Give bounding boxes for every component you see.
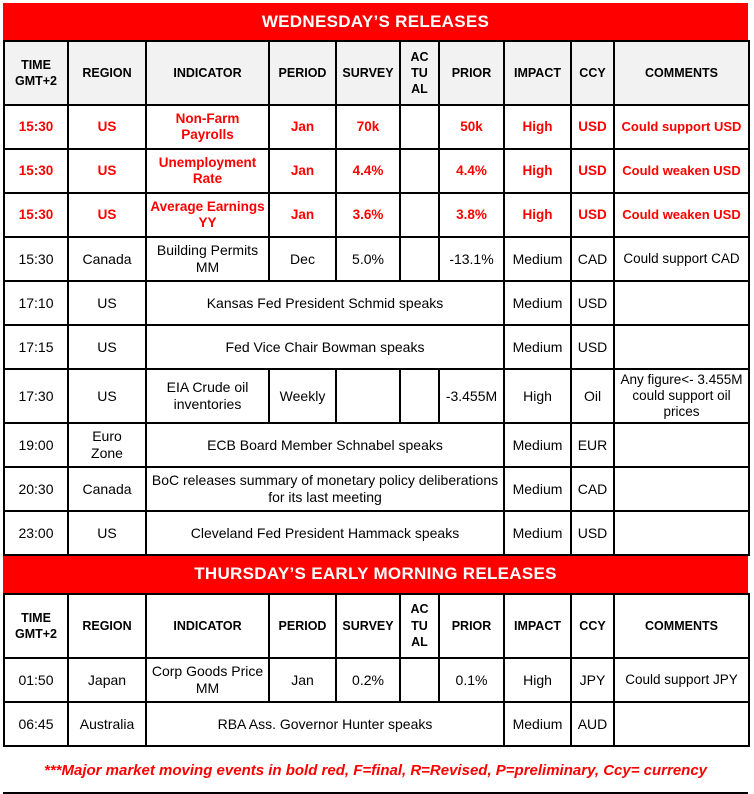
cell-ccy: USD	[571, 105, 614, 149]
cell-region: Euro Zone	[68, 423, 146, 467]
cell-event: Kansas Fed President Schmid speaks	[146, 281, 504, 325]
cell-event: BoC releases summary of monetary policy deliberations for its last meeting	[146, 467, 504, 511]
section-1	[3, 556, 748, 747]
table-row	[4, 193, 749, 237]
cell-region: Canada	[68, 467, 146, 511]
cell-survey: 3.6%	[336, 193, 400, 237]
column-header-prior: PRIOR	[439, 41, 504, 105]
cell-impact: High	[504, 369, 571, 423]
cell-time: 17:10	[4, 281, 68, 325]
cell-region: US	[68, 149, 146, 193]
cell-ccy: JPY	[571, 658, 614, 702]
cell-prior: -3.455M	[439, 369, 504, 423]
cell-region: US	[68, 325, 146, 369]
cell-time: 01:50	[4, 658, 68, 702]
table-row	[4, 105, 749, 149]
cell-prior: 3.8%	[439, 193, 504, 237]
cell-survey: 0.2%	[336, 658, 400, 702]
cell-prior: 0.1%	[439, 658, 504, 702]
table-row	[4, 467, 749, 511]
column-header-time: TIME GMT+2	[4, 594, 68, 658]
column-header-impact: IMPACT	[504, 594, 571, 658]
cell-indicator: Building Permits MM	[146, 237, 269, 281]
header-row	[4, 594, 749, 658]
cell-actual	[400, 149, 439, 193]
cell-region: US	[68, 369, 146, 423]
cell-period: Jan	[269, 658, 336, 702]
cell-impact: Medium	[504, 325, 571, 369]
cell-ccy: Oil	[571, 369, 614, 423]
cell-actual	[400, 105, 439, 149]
cell-survey: 4.4%	[336, 149, 400, 193]
cell-time: 15:30	[4, 193, 68, 237]
cell-comments	[614, 511, 749, 555]
column-header-period: PERIOD	[269, 41, 336, 105]
cell-event: Cleveland Fed President Hammack speaks	[146, 511, 504, 555]
cell-actual	[400, 237, 439, 281]
cell-time: 06:45	[4, 702, 68, 746]
cell-comments: Could weaken USD	[614, 149, 749, 193]
cell-prior: 50k	[439, 105, 504, 149]
column-header-actual	[400, 594, 439, 658]
cell-ccy: CAD	[571, 467, 614, 511]
table-row	[4, 237, 749, 281]
cell-actual	[400, 193, 439, 237]
cell-impact: High	[504, 149, 571, 193]
column-header-region: REGION	[68, 594, 146, 658]
cell-impact: High	[504, 105, 571, 149]
cell-ccy: USD	[571, 193, 614, 237]
section-title: THURSDAY’S EARLY MORNING RELEASES	[3, 556, 748, 593]
column-header-actual	[400, 41, 439, 105]
column-header-indicator: INDICATOR	[146, 594, 269, 658]
cell-time: 15:30	[4, 237, 68, 281]
table-row	[4, 702, 749, 746]
cell-ccy: USD	[571, 281, 614, 325]
table-row	[4, 325, 749, 369]
cell-event: RBA Ass. Governor Hunter speaks	[146, 702, 504, 746]
cell-period: Jan	[269, 105, 336, 149]
cell-ccy: USD	[571, 149, 614, 193]
cell-comments: Could weaken USD	[614, 193, 749, 237]
cell-region: US	[68, 105, 146, 149]
cell-comments	[614, 467, 749, 511]
cell-region: US	[68, 281, 146, 325]
economic-calendar-page	[3, 3, 748, 794]
cell-comments	[614, 325, 749, 369]
column-header-actual-label: ACTUAL	[410, 602, 429, 649]
cell-comments	[614, 423, 749, 467]
cell-ccy: CAD	[571, 237, 614, 281]
table-row	[4, 658, 749, 702]
releases-table	[3, 40, 750, 556]
cell-comments: Could support JPY	[614, 658, 749, 702]
cell-prior: -13.1%	[439, 237, 504, 281]
cell-indicator: Average Earnings YY	[146, 193, 269, 237]
column-header-actual-label: ACTUAL	[410, 49, 429, 97]
table-row	[4, 149, 749, 193]
column-header-indicator: INDICATOR	[146, 41, 269, 105]
cell-impact: Medium	[504, 702, 571, 746]
column-header-region: REGION	[68, 41, 146, 105]
column-header-time: TIME GMT+2	[4, 41, 68, 105]
column-header-prior: PRIOR	[439, 594, 504, 658]
cell-region: US	[68, 193, 146, 237]
cell-period: Dec	[269, 237, 336, 281]
cell-period: Jan	[269, 193, 336, 237]
cell-time: 17:15	[4, 325, 68, 369]
cell-impact: Medium	[504, 423, 571, 467]
cell-survey: 5.0%	[336, 237, 400, 281]
cell-comments	[614, 281, 749, 325]
column-header-comments: COMMENTS	[614, 594, 749, 658]
column-header-ccy: CCY	[571, 594, 614, 658]
cell-comments: Any figure<- 3.455M could support oil prices	[614, 369, 749, 423]
cell-time: 20:30	[4, 467, 68, 511]
section-0	[3, 3, 748, 556]
cell-ccy: EUR	[571, 423, 614, 467]
cell-period: Jan	[269, 149, 336, 193]
cell-survey: 70k	[336, 105, 400, 149]
section-title: WEDNESDAY’S RELEASES	[3, 3, 748, 40]
cell-ccy: AUD	[571, 702, 614, 746]
bottom-divider	[3, 792, 748, 794]
cell-time: 19:00	[4, 423, 68, 467]
header-row	[4, 41, 749, 105]
calendar-sections	[3, 3, 748, 747]
cell-comments: Could support CAD	[614, 237, 749, 281]
cell-impact: High	[504, 658, 571, 702]
cell-impact: Medium	[504, 281, 571, 325]
cell-indicator: Unemployment Rate	[146, 149, 269, 193]
cell-actual	[400, 369, 439, 423]
column-header-impact: IMPACT	[504, 41, 571, 105]
cell-event: Fed Vice Chair Bowman speaks	[146, 325, 504, 369]
releases-table	[3, 593, 750, 747]
cell-time: 23:00	[4, 511, 68, 555]
cell-region: US	[68, 511, 146, 555]
table-row	[4, 511, 749, 555]
column-header-survey: SURVEY	[336, 41, 400, 105]
cell-survey	[336, 369, 400, 423]
cell-ccy: USD	[571, 511, 614, 555]
column-header-comments: COMMENTS	[614, 41, 749, 105]
cell-impact: Medium	[504, 237, 571, 281]
table-row	[4, 423, 749, 467]
cell-region: Japan	[68, 658, 146, 702]
cell-region: Australia	[68, 702, 146, 746]
cell-indicator: Corp Goods Price MM	[146, 658, 269, 702]
column-header-survey: SURVEY	[336, 594, 400, 658]
cell-impact: Medium	[504, 511, 571, 555]
cell-time: 17:30	[4, 369, 68, 423]
cell-event: ECB Board Member Schnabel speaks	[146, 423, 504, 467]
cell-period: Weekly	[269, 369, 336, 423]
table-row	[4, 369, 749, 423]
footer-note: ***Major market moving events in bold red, F=final, R=Revised, P=preliminary, Ccy= currency	[43, 761, 708, 779]
cell-impact: Medium	[504, 467, 571, 511]
cell-indicator: EIA Crude oil inventories	[146, 369, 269, 423]
cell-region: Canada	[68, 237, 146, 281]
cell-indicator: Non-Farm Payrolls	[146, 105, 269, 149]
cell-prior: 4.4%	[439, 149, 504, 193]
cell-ccy: USD	[571, 325, 614, 369]
column-header-ccy: CCY	[571, 41, 614, 105]
cell-comments: Could support USD	[614, 105, 749, 149]
cell-time: 15:30	[4, 105, 68, 149]
table-row	[4, 281, 749, 325]
column-header-period: PERIOD	[269, 594, 336, 658]
cell-comments	[614, 702, 749, 746]
cell-impact: High	[504, 193, 571, 237]
cell-actual	[400, 658, 439, 702]
cell-time: 15:30	[4, 149, 68, 193]
